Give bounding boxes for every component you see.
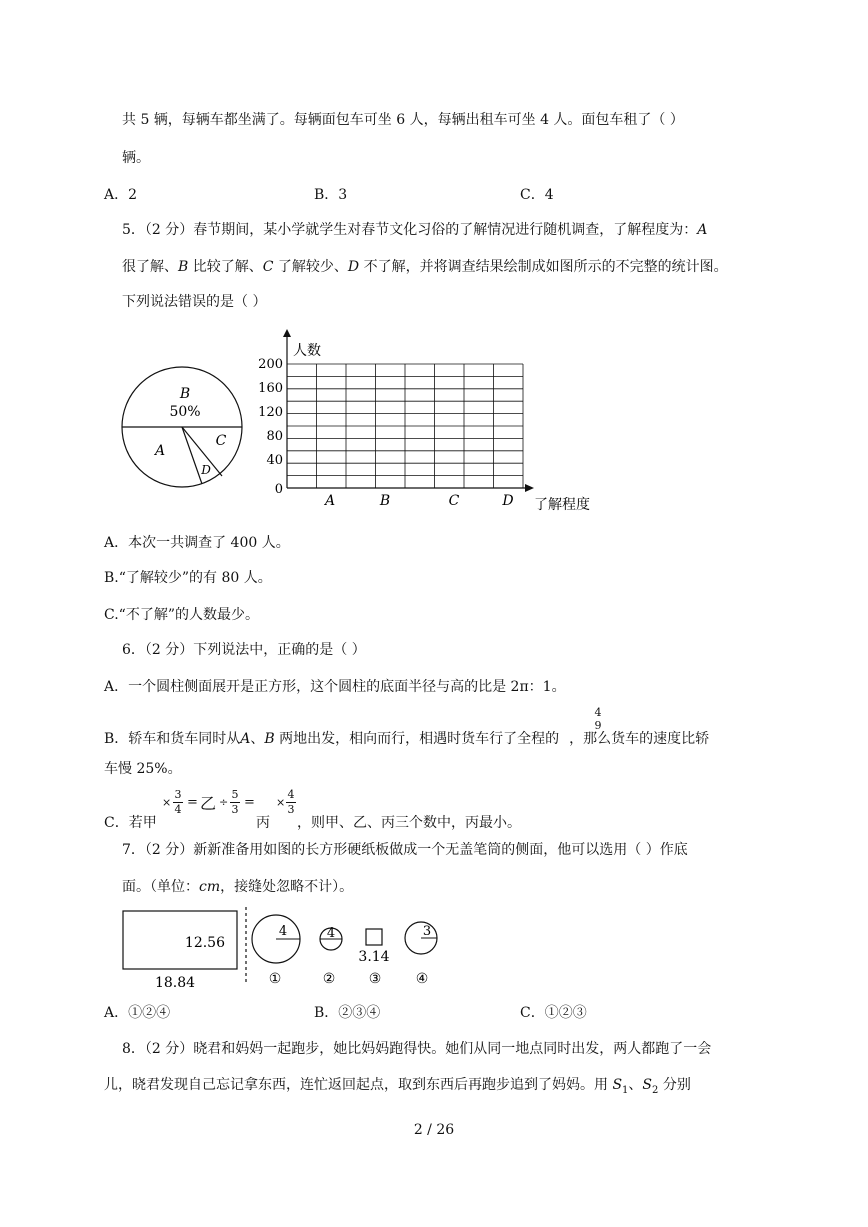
q5-line2 [122,257,728,277]
q6-option-c-start: C．若甲 [104,815,157,831]
q6-b-text: 、 [250,731,265,747]
q7-figure [115,905,455,990]
q6-b-text: ，那么货车的速度比轿 [569,731,710,747]
q4-line1: 共 5 辆，每辆车都坐满了。每辆面包车可坐 6 人，每辆出租车可坐 4 人。面包车租了（ ） [122,112,684,128]
square-side-label: 3.14 [358,949,390,965]
q5-text: 很了解、 [122,259,178,275]
rect-height-label: 12.56 [184,935,225,951]
x-tick-label-a: A [324,493,336,509]
q8-s2-subscript: 2 [652,1084,659,1096]
q5-pie-chart [118,350,248,490]
shape-mark-2: ② [322,971,336,987]
q6-b-place-b: B [264,731,275,747]
q7-option-b: B．②③④ [314,1005,381,1021]
q8-s1: S [612,1077,623,1093]
fraction-denominator: 3 [231,803,239,816]
q6-b-text: 两地出发，相向而行，相遇时货车行了全程的 [274,731,560,747]
q5-level-d: D [347,259,360,275]
q8-s1-subscript: 1 [622,1084,629,1096]
pie-label-c: C [215,433,227,449]
q4-option-b: B．3 [314,187,348,203]
y-tick-label: 40 [266,453,283,468]
fraction-denominator: 9 [594,719,602,732]
pie-slice-edge-ad [182,427,202,484]
q7-option-c: C．①②③ [520,1005,587,1021]
shape-mark-3: ③ [368,971,382,987]
q6-stem: 6．（2 分）下列说法中，正确的是（ ） [122,642,366,658]
q6-c-fraction-1 [173,789,183,816]
pie-label-d: D [201,463,211,477]
q4-option-c: C．4 [520,187,554,203]
y-tick-label: 160 [258,381,283,396]
q5-level-b: B [178,259,189,275]
q5-option-a: A．本次一共调查了 400 人。 [104,535,290,551]
y-axis-arrow [283,329,291,337]
y-tick-label: 0 [274,482,283,497]
shape-mark-4: ④ [415,971,429,987]
q8-line1: 8．（2 分）晓君和妈妈一起跑步，她比妈妈跑得快。她们从同一地点同时出发，两人都跑了一会 [122,1041,712,1057]
rect-width-label: 18.84 [154,975,196,990]
x-axis-label: 了解程度 [534,497,590,513]
q6-c-times-1: × [162,796,172,809]
bar-grid [287,364,523,488]
fraction-numerator: 5 [231,788,239,801]
q6-b-text: B．轿车和货车同时从 [104,731,241,747]
q6-c-div: ÷ [219,796,229,809]
y-tick-label: 200 [258,357,283,372]
q6-b-place-a: A [240,731,251,747]
q5-option-c: C.“不了解”的人数最少。 [104,607,259,623]
q5-text: 比较了解、 [188,259,263,275]
fraction-numerator: 4 [594,706,602,719]
q5-level-c: C [262,259,274,275]
q4-option-a: A．2 [104,187,138,203]
q6-c-eq-2: = [244,795,255,810]
x-tick-label-c: C [448,493,460,509]
q6-c-times-2: × [276,796,286,809]
q7-text: ，接缝处忽略不计）。 [220,879,354,895]
q6-option-b-line2: 车慢 25%。 [104,761,182,777]
q8-line2 [104,1075,691,1101]
q6-c-fraction-2 [230,789,240,816]
q6-c-bing: 丙 [256,815,270,831]
circle-4-radius-label: 3 [422,924,432,939]
fraction-denominator: 3 [287,803,295,816]
fraction-denominator: 4 [174,803,182,816]
q5-line1 [122,220,707,240]
q6-option-a: A．一个圆柱侧面展开是正方形，这个圆柱的底面半径与高的比是 2π：1。 [104,679,566,695]
y-tick-label: 80 [266,429,283,444]
q6-c-fraction-3 [286,789,296,816]
page-number: 2 / 26 [413,1122,455,1138]
q6-b-fraction [593,707,603,732]
y-axis-label: 人数 [293,343,321,359]
fraction-numerator: 3 [174,788,182,801]
x-axis-arrow [525,484,534,492]
q5-text: 了解较少、 [273,259,348,275]
q8-text: 分别 [658,1077,691,1093]
q6-option-b [104,729,709,749]
q6-option-c-end: ，则甲、乙、丙三个数中，丙最小。 [297,815,521,831]
pie-label-a: A [154,443,166,459]
square-option-3 [366,929,382,945]
q8-text: 儿，晓君发现自己忘记拿东西，连忙返回起点，取到东西后再跑步追到了妈妈。用 [104,1077,613,1093]
q4-line2: 辆。 [122,150,150,166]
q5-line3: 下列说法错误的是（ ） [122,294,267,310]
q8-text: 、 [628,1077,643,1093]
pie-label-b-percent: 50% [169,404,201,420]
x-tick-label-d: D [502,493,514,509]
q5-level-a: A [697,222,708,238]
q5-bar-chart [255,325,600,520]
x-tick-label-b: B [379,493,391,509]
q7-line2 [122,877,353,897]
q7-unit: cm [199,879,221,895]
y-tick-label: 120 [258,405,283,420]
circle-1-radius-label: 4 [278,924,288,939]
circle-2-diameter-label: 4 [326,926,336,941]
q5-text: 5．（2 分）春节期间，某小学就学生对春节文化习俗的了解情况进行随机调查，了解程度为： [122,222,698,238]
q7-line1: 7．（2 分）新新准备用如图的长方形硬纸板做成一个无盖笔筒的侧面，他可以选用（ ）作底 [122,842,688,858]
q7-option-a: A．①②④ [104,1005,171,1021]
q5-text: 不了解，并将调查结果绘制成如图所示的不完整的统计图。 [359,259,728,275]
shape-mark-1: ① [268,971,282,987]
q6-c-eq-1: = [187,795,198,810]
q7-text: 面。（单位： [122,879,199,895]
fraction-numerator: 4 [287,788,295,801]
q5-option-b: B.“了解较少”的有 80 人。 [104,570,272,586]
q8-s2: S [642,1077,653,1093]
q6-c-yi: 乙 [200,794,217,813]
pie-label-b: B [179,386,191,402]
